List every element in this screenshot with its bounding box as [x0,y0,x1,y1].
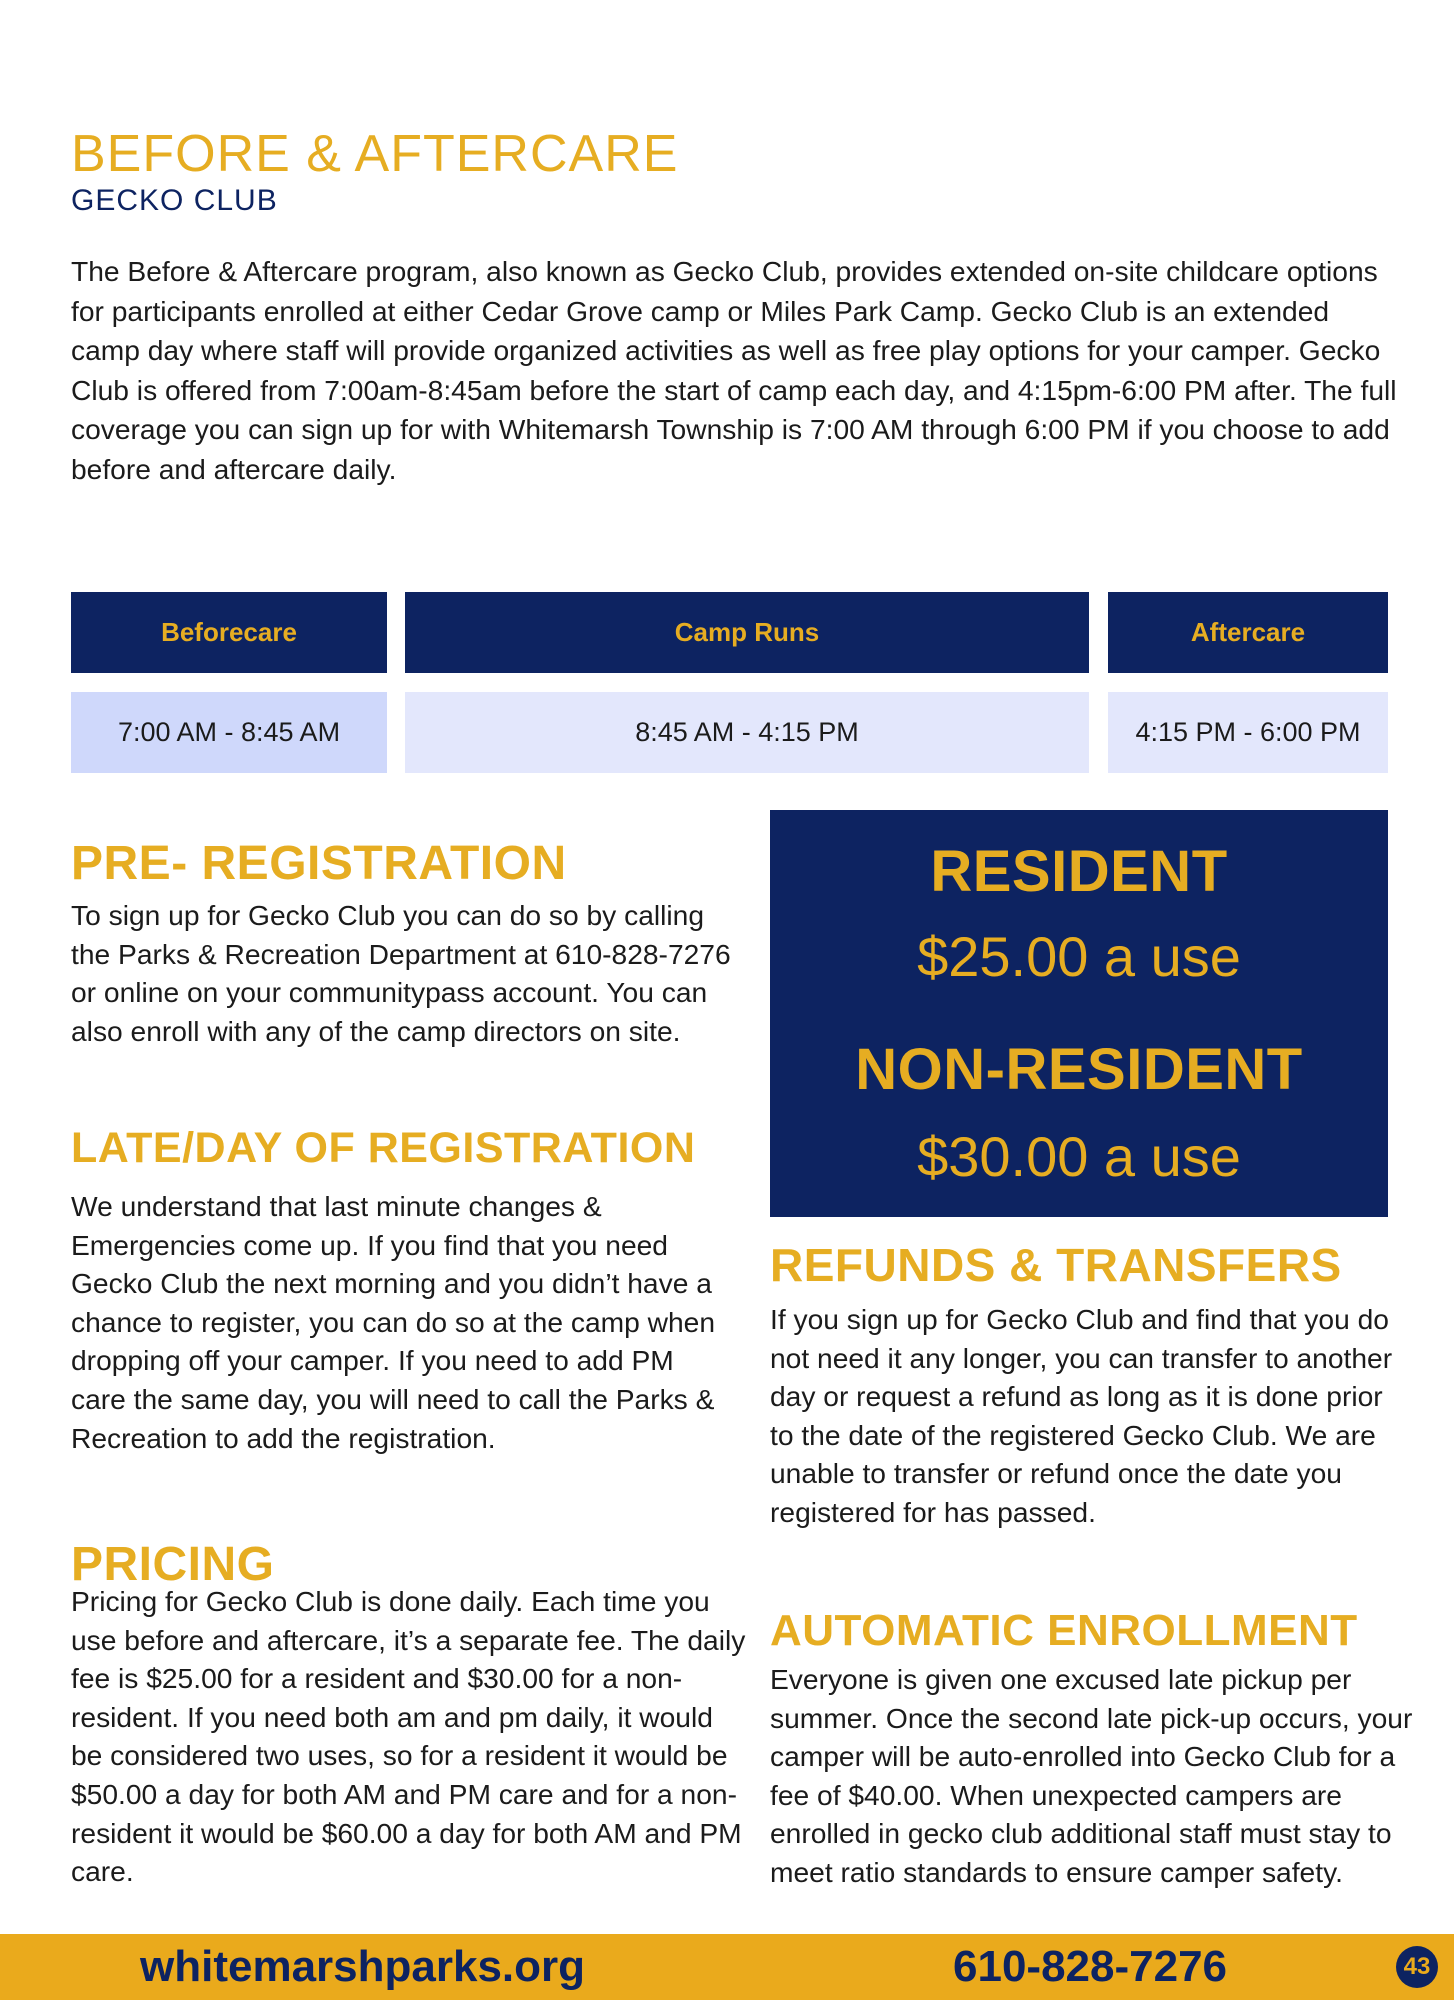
late-registration-body: We understand that last minute changes & Emergencies come up. If you find that you need Gecko Club the next morning and you didn’t have a chance to register, you can do so at the camp when dropping off your camper. If you need to add PM care the same day, you will need to call the Parks & Recreation to add the registration. [71,1190,716,1454]
automatic-enrollment-title: AUTOMATIC ENROLLMENT [770,1606,1358,1655]
page-number-badge: 43 [1396,1946,1438,1988]
pre-registration-body: To sign up for Gecko Club you can do so by calling the Parks & Recreation Department at 610-828-7276 or online on your communitypass account. You can also enroll with any of the camp directors on site. [71,899,731,1047]
nonresident-label: NON-RESIDENT [855,1037,1303,1102]
schedule-time-camp-runs: 8:45 AM - 4:15 PM [405,692,1089,773]
footer-bar [0,1934,1454,2000]
price-box [770,810,1388,1217]
automatic-enrollment-body: Everyone is given one excused late pickup per summer. Once the second late pick-up occurs, your camper will be auto-enrolled into Gecko Club for a fee of $40.00. When unexpected campers are enrolled in gecko club additional staff must stay to meet ratio standards to ensure camper safety. [770,1663,1413,1888]
footer-phone[interactable]: 610-828-7276 [953,1942,1228,1991]
pre-registration-title: PRE- REGISTRATION [71,837,567,890]
footer-website[interactable]: whitemarshparks.org [140,1942,586,1991]
schedule-header-aftercare: Aftercare [1108,592,1388,673]
late-registration-title: LATE/DAY OF REGISTRATION [71,1124,696,1172]
schedule-header-camp-runs: Camp Runs [405,592,1089,673]
schedule-time-aftercare: 4:15 PM - 6:00 PM [1108,692,1388,773]
page-subtitle: GECKO CLUB [71,184,278,217]
refunds-title: REFUNDS & TRANSFERS [770,1239,1342,1291]
pricing-title: PRICING [71,1538,275,1591]
pricing-body: Pricing for Gecko Club is done daily. Each time you use before and aftercare, it’s a separate fee. The daily fee is $25.00 for a resident and $30.00 for a non-resident. If you need both am and pm daily, it would be considered two uses, so for a resident it would be $50.00 a day for both AM and PM care and for a non-resident it would be $60.00 a day for both AM and PM care. [71,1585,746,1888]
page-title: BEFORE & AFTERCARE [71,125,679,183]
intro-paragraph: The Before & Aftercare program, also known as Gecko Club, provides extended on-site childcare options for participants enrolled at either Cedar Grove camp or Miles Park Camp. Gecko Club is an extended camp day where staff will provide organized activities as well as free play options for your camper. Gecko Club is offered from 7:00am-8:45am before the start of camp each day, and 4:15pm-6:00 PM after. The full coverage you can sign up for with Whitemarsh Township is 7:00 AM through 6:00 PM if you choose to add before and aftercare daily. [71,255,1397,485]
schedule-header-beforecare: Beforecare [71,592,387,673]
resident-price: $25.00 a use [917,925,1241,988]
nonresident-price: $30.00 a use [917,1125,1241,1188]
schedule-time-beforecare: 7:00 AM - 8:45 AM [71,692,387,773]
resident-label: RESIDENT [930,839,1228,904]
refunds-body: If you sign up for Gecko Club and find that you do not need it any longer, you can transfer to another day or request a refund as long as it is done prior to the date of the registered Gecko Club. We are unable to transfer or refund once the date you registered for has passed. [770,1303,1393,1528]
